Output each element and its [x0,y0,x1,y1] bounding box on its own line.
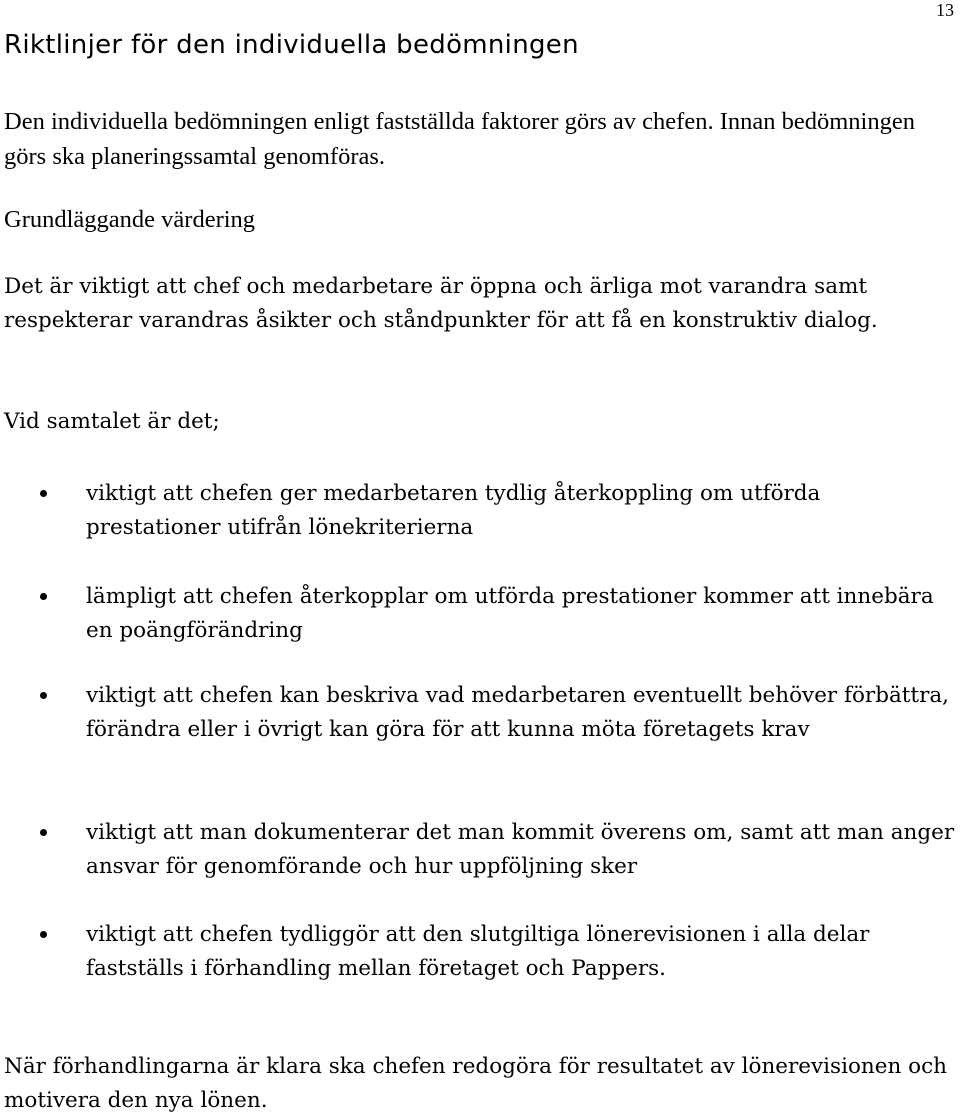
list-item-text: viktigt att chefen ger medarbetaren tydlig återkoppling om utförda prestationer utifrån lönekriterierna [86,481,821,540]
bullet-icon [40,829,47,836]
document-title: Riktlinjer för den individuella bedömningen [4,30,579,60]
bullet-icon [40,593,47,600]
values-paragraph: Det är viktigt att chef och medarbetare är öppna och ärliga mot varandra samt respekterar varandras åsikter och ståndpunkter för att få en konstruktiv dialog. [4,274,878,333]
list-item-text: viktigt att chefen kan beskriva vad medarbetaren eventuellt behöver förbättra, förändra eller i övrigt kan göra för att kunna möta företagets krav [86,683,950,742]
closing-paragraph: När förhandlingarna är klara ska chefen redogöra för resultatet av lönerevisionen och motivera den nya lönen. [4,1054,947,1113]
list-item-text: viktigt att chefen tydliggör att den slutgiltiga lönerevisionen i alla delar fastställs i förhandling mellan företaget och Pappers. [86,922,870,981]
lead-in-text: Vid samtalet är det; [4,409,220,434]
page-number: 13 [936,0,954,20]
list-item-text: lämpligt att chefen återkopplar om utförda prestationer kommer att innebära en poängförändring [86,584,934,643]
section-heading: Grundläggande värdering [4,206,256,233]
list-item-text: viktigt att man dokumenterar det man kommit överens om, samt att man anger ansvar för genomförande och hur uppföljning sker [86,820,955,879]
bullet-icon [40,692,47,699]
bullet-icon [40,931,47,938]
intro-paragraph: Den individuella bedömningen enligt fastställda faktorer görs av chefen. Innan bedömningen görs ska planeringssamtal genomföras. [4,108,915,170]
bullet-icon [40,490,47,497]
